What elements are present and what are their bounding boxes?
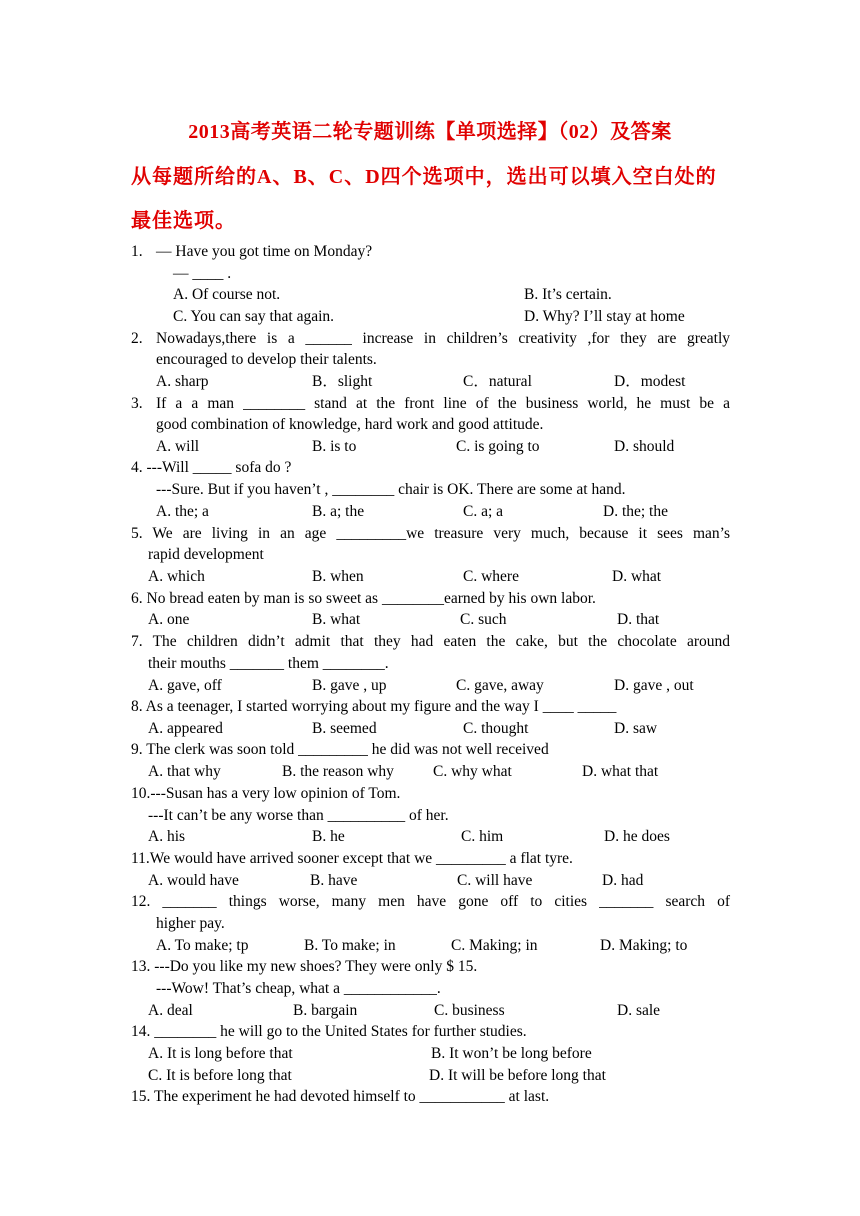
question-reply: — ____ .	[173, 265, 232, 282]
option-a: A. will	[156, 438, 200, 455]
option-c: C．natural	[463, 373, 532, 390]
option-b: B．slight	[312, 373, 373, 390]
option-b: B. It won’t be long before	[431, 1045, 592, 1062]
option-d: D. he does	[604, 828, 670, 845]
option-d: D. It will be before long that	[429, 1067, 606, 1084]
instruction-line-1: 从每题所给的A、B、C、D四个选项中，选出可以填入空白处的	[131, 166, 717, 188]
option-a: A. Of course not.	[173, 286, 281, 303]
question-stem: 8. As a teenager, I started worrying about my figure and the way I ____ _____	[131, 698, 617, 715]
option-b: B. he	[312, 828, 345, 845]
question-number: 2.	[131, 330, 143, 347]
option-b: B. what	[312, 611, 361, 628]
option-d: D. Why? I’ll stay at home	[524, 308, 685, 325]
option-a: A. It is long before that	[148, 1045, 293, 1062]
option-d: D. that	[617, 611, 660, 628]
option-d: D．modest	[614, 373, 686, 390]
option-d: D. gave , out	[614, 677, 694, 694]
option-d: D. should	[614, 438, 675, 455]
option-c: C. business	[434, 1002, 505, 1019]
option-c: C. him	[461, 828, 504, 845]
option-a: A. deal	[148, 1002, 193, 1019]
question-stem: higher pay.	[156, 915, 225, 932]
option-b: B. is to	[312, 438, 357, 455]
instruction-line-2: 最佳选项。	[131, 210, 236, 232]
question-stem: 13. ---Do you like my new shoes? They were only $ 15.	[131, 958, 478, 975]
question-stem: Nowadays,there is a ______ increase in children’s creativity ,for they are greatly	[156, 330, 730, 347]
question-stem: ---Wow! That’s cheap, what a ____________.	[156, 980, 441, 997]
option-b: B. To make; in	[304, 937, 396, 954]
option-a: A. gave, off	[148, 677, 222, 694]
question-stem: ---It can’t be any worse than __________ of her.	[148, 807, 449, 824]
option-b: B. the reason why	[282, 763, 394, 780]
option-b: B. It’s certain.	[524, 286, 612, 303]
question-stem: good combination of knowledge, hard work and good attitude.	[156, 416, 544, 433]
option-b: B. gave , up	[312, 677, 387, 694]
option-a: A. To make; tp	[156, 937, 249, 954]
question-stem: 12. _______ things worse, many men have gone off to cities _______ search of	[131, 893, 730, 910]
question-stem: 14. ________ he will go to the United States for further studies.	[131, 1023, 527, 1040]
question-stem: 11.We would have arrived sooner except that we _________ a flat tyre.	[131, 850, 573, 867]
question-stem: 7. The children didn’t admit that they had eaten the cake, but the chocolate around	[131, 633, 730, 650]
question-stem: their mouths _______ them ________.	[148, 655, 389, 672]
option-c: C. Making; in	[451, 937, 538, 954]
option-d: D. had	[602, 872, 644, 889]
option-b: B. have	[310, 872, 358, 889]
option-b: B. a; the	[312, 503, 365, 520]
option-b: B. seemed	[312, 720, 377, 737]
option-c: C. where	[463, 568, 519, 585]
question-stem: 10.---Susan has a very low opinion of Tom.	[131, 785, 401, 802]
question-stem: 4. ---Will _____ sofa do ?	[131, 459, 292, 476]
question-stem: ---Sure. But if you haven’t , ________ chair is OK. There are some at hand.	[156, 481, 626, 498]
option-a: A. would have	[148, 872, 239, 889]
option-a: A. which	[148, 568, 205, 585]
option-a: A. his	[148, 828, 186, 845]
question-stem: 9. The clerk was soon told _________ he did was not well received	[131, 741, 549, 758]
option-d: D. the; the	[603, 503, 668, 520]
option-a: A. the; a	[156, 503, 209, 520]
question-stem: 6. No bread eaten by man is so sweet as ________earned by his own labor.	[131, 590, 596, 607]
option-d: D. what	[612, 568, 662, 585]
question-stem: — Have you got time on Monday?	[156, 243, 373, 260]
question-stem: If a a man ________ stand at the front line of the business world, he must be a	[156, 395, 730, 412]
option-c: C. why what	[433, 763, 512, 780]
question-stem: 15. The experiment he had devoted himself to ___________ at last.	[131, 1088, 550, 1105]
option-d: D. sale	[617, 1002, 661, 1019]
option-c: C. a; a	[463, 503, 504, 520]
question-number: 3.	[131, 395, 143, 412]
option-c: C. You can say that again.	[173, 308, 335, 325]
option-d: D. Making; to	[600, 937, 688, 954]
option-c: C. will have	[457, 872, 533, 889]
option-c: C. It is before long that	[148, 1067, 292, 1084]
question-stem: encouraged to develop their talents.	[156, 351, 377, 368]
option-a: A. sharp	[156, 373, 209, 390]
option-d: D. what that	[582, 763, 659, 780]
question-stem: 5. We are living in an age _________we treasure very much, because it sees man’s	[131, 525, 730, 542]
option-a: A. appeared	[148, 720, 223, 737]
option-c: C. is going to	[456, 438, 540, 455]
page-title: 2013高考英语二轮专题训练【单项选择】（02）及答案	[188, 121, 672, 143]
option-a: A. one	[148, 611, 190, 628]
option-c: C. gave, away	[456, 677, 544, 694]
option-c: C. such	[460, 611, 507, 628]
option-c: C. thought	[463, 720, 529, 737]
option-d: D. saw	[614, 720, 658, 737]
option-a: A. that why	[148, 763, 221, 780]
question-stem: rapid development	[148, 546, 264, 563]
option-b: B. bargain	[293, 1002, 358, 1019]
option-b: B. when	[312, 568, 364, 585]
question-number: 1.	[131, 243, 143, 260]
